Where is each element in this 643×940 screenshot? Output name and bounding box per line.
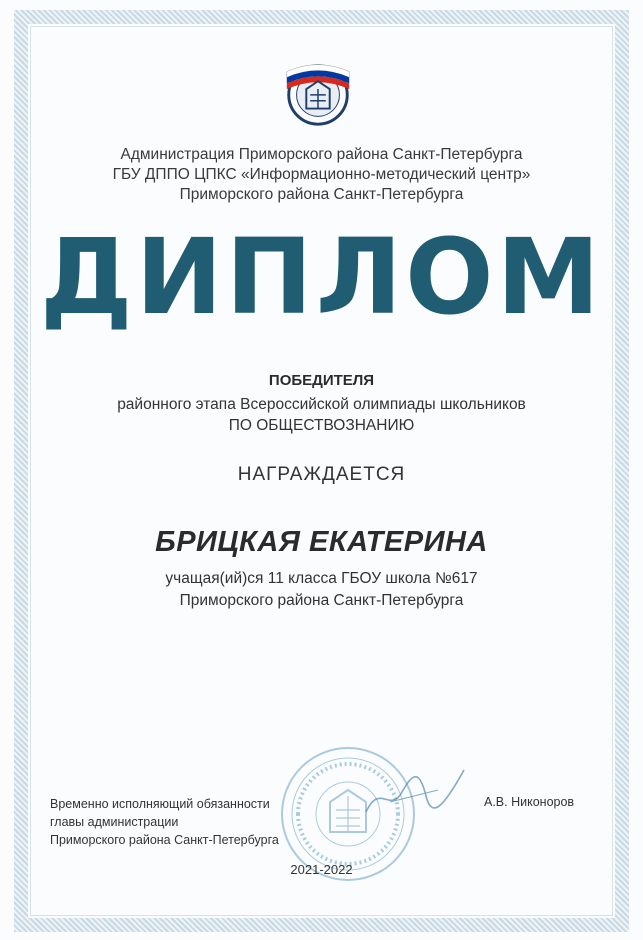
official-title-line-1: Временно исполняющий обязанности: [50, 797, 270, 811]
olympiad-subject: ПО ОБЩЕСТВОЗНАНИЮ: [228, 417, 415, 434]
official-title: [50, 795, 279, 849]
olympiad-stage: районного этапа Всероссийской олимпиады школьников: [117, 396, 526, 413]
recipient-name: БРИЦКАЯ ЕКАТЕРИНА: [155, 526, 488, 558]
recipient-district: Приморского района Санкт-Петербурга: [179, 592, 464, 609]
issuer-line-3: Приморского района Санкт-Петербурга: [179, 186, 464, 203]
diploma-title: ДИПЛОМ: [40, 216, 603, 338]
issuer-line-2: ГБУ ДППО ЦПКС «Информационно-методический центр»: [112, 166, 531, 183]
signature-icon: [360, 762, 470, 822]
issuer-line-1: Администрация Приморского района Санкт-Петербурга: [120, 146, 523, 163]
academic-year: 2021-2022: [290, 862, 353, 877]
recipient-school: учащая(ий)ся 11 класса ГБОУ школа №617: [165, 570, 478, 587]
official-title-line-2: главы администрации: [50, 815, 179, 829]
official-title-line-3: Приморского района Санкт-Петербурга: [50, 833, 279, 847]
olympiad-emblem-icon: [279, 52, 357, 130]
awarded-label: НАГРАЖДАЕТСЯ: [237, 464, 406, 485]
signer-name: А.В. Никоноров: [484, 795, 575, 809]
winner-label: ПОБЕДИТЕЛЯ: [268, 372, 375, 389]
